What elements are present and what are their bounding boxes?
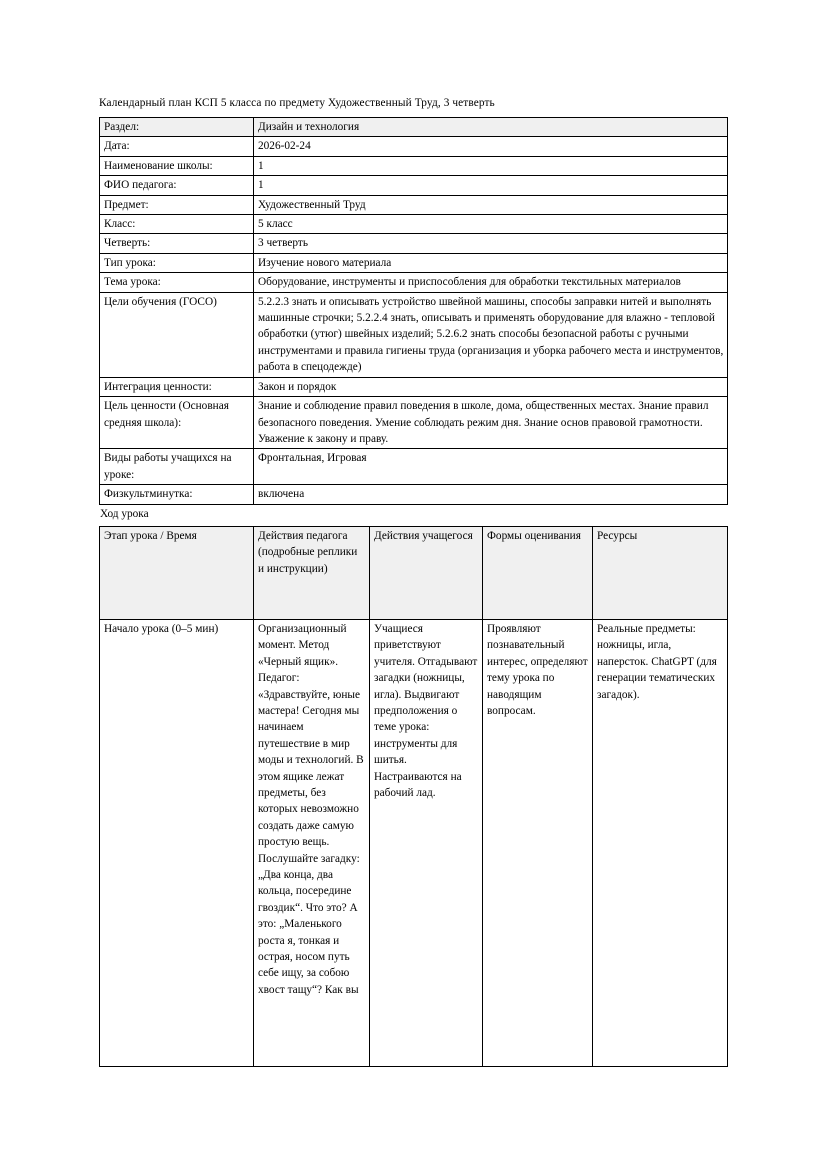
- column-header-resources: Ресурсы: [593, 526, 728, 619]
- info-value-cell: 2026-02-24: [254, 137, 728, 156]
- document-content: [99, 96, 727, 1067]
- cell-assessment: Проявляют познавательный интерес, определяют тему урока по наводящим вопросам.: [483, 619, 593, 1066]
- info-value-cell: 5 класс: [254, 215, 728, 234]
- table-row: [100, 377, 728, 396]
- column-header-student-actions: Действия учащегося: [370, 526, 483, 619]
- table-header-row: [100, 526, 728, 619]
- info-value-cell: 5.2.2.3 знать и описывать устройство швейной машины, способы заправки нитей и выполнять машинные строчки; 5.2.2.4 знать, описывать и применять оборудование для влажно - тепловой обработки (утюг) швейных изделий; 5.2.6.2 знать способы безопасной работы с ручными инструментами и правила гигиены труда (организация и уборка рабочего места и инструментов, работа в спецодежде): [254, 292, 728, 377]
- cell-resources: Реальные предметы: ножницы, игла, наперсток. ChatGPT (для генерации тематических загадок).: [593, 619, 728, 1066]
- info-label-cell: Дата:: [100, 137, 254, 156]
- table-row: [100, 449, 728, 485]
- table-row: [100, 137, 728, 156]
- info-value-cell: включена: [254, 485, 728, 504]
- info-label-cell: Тип урока:: [100, 253, 254, 272]
- table-row: [100, 292, 728, 377]
- info-value-cell: Закон и порядок: [254, 377, 728, 396]
- table-row: [100, 215, 728, 234]
- info-value-cell: Дизайн и технология: [254, 118, 728, 137]
- cell-stage: Начало урока (0–5 мин): [100, 619, 254, 1066]
- info-value-cell: Изучение нового материала: [254, 253, 728, 272]
- info-label-cell: Цели обучения (ГОСО): [100, 292, 254, 377]
- table-row: [100, 118, 728, 137]
- lesson-info-table: [99, 117, 728, 505]
- info-label-cell: Класс:: [100, 215, 254, 234]
- table-row: [100, 176, 728, 195]
- info-label-cell: Наименование школы:: [100, 156, 254, 175]
- page-title: Календарный план КСП 5 класса по предмету Художественный Труд, 3 четверть: [99, 97, 495, 109]
- info-value-cell: Фронтальная, Игровая: [254, 449, 728, 485]
- info-value-cell: Художественный Труд: [254, 195, 728, 214]
- column-header-assessment: Формы оценивания: [483, 526, 593, 619]
- lesson-info-table-body: [100, 118, 728, 505]
- info-value-cell: 1: [254, 156, 728, 175]
- table-row: [100, 485, 728, 504]
- info-label-cell: ФИО педагога:: [100, 176, 254, 195]
- info-value-cell: Знание и соблюдение правил поведения в школе, дома, общественных местах. Знание правил безопасного поведения. Умение соблюдать режим дня. Знание основ правовой грамотности. Уважение к закону и праву.: [254, 397, 728, 449]
- cell-teacher-actions: Организационный момент. Метод «Черный ящик». Педагог: «Здравствуйте, юные мастера! Сегодня мы начинаем путешествие в мир моды и технологий. В этом ящике лежат предметы, без которых невозможно создать даже самую простую вещь. Послушайте загадку: „Два конца, два кольца, посередине гвоздик“. Что это? А это: „Маленького роста я, тонкая и острая, носом путь себе ищу, за собою хвост тащу“? Как вы: [254, 619, 370, 1066]
- lesson-flow-table-body: [100, 619, 728, 1066]
- column-header-stage: Этап урока / Время: [100, 526, 254, 619]
- table-row: [100, 253, 728, 272]
- info-label-cell: Раздел:: [100, 118, 254, 137]
- lesson-flow-heading: Ход урока: [100, 507, 149, 520]
- info-label-cell: Интеграция ценности:: [100, 377, 254, 396]
- table-row: [100, 195, 728, 214]
- info-label-cell: Четверть:: [100, 234, 254, 253]
- info-label-cell: Предмет:: [100, 195, 254, 214]
- table-row: [100, 156, 728, 175]
- lesson-flow-table-head: [100, 526, 728, 619]
- info-label-cell: Цель ценности (Основная средняя школа):: [100, 397, 254, 449]
- info-value-cell: Оборудование, инструменты и приспособления для обработки текстильных материалов: [254, 273, 728, 292]
- column-header-teacher-actions: Действия педагога (подробные реплики и инструкции): [254, 526, 370, 619]
- info-label-cell: Физкультминутка:: [100, 485, 254, 504]
- info-label-cell: Тема урока:: [100, 273, 254, 292]
- lesson-flow-table: [99, 526, 728, 1067]
- table-row: [100, 619, 728, 1066]
- table-row: [100, 273, 728, 292]
- table-row: [100, 397, 728, 449]
- info-value-cell: 1: [254, 176, 728, 195]
- cell-student-actions: Учащиеся приветствуют учителя. Отгадывают загадки (ножницы, игла). Выдвигают предположения о теме урока: инструменты для шитья. Настраиваются на рабочий лад.: [370, 619, 483, 1066]
- info-label-cell: Виды работы учащихся на уроке:: [100, 449, 254, 485]
- info-value-cell: 3 четверть: [254, 234, 728, 253]
- table-row: [100, 234, 728, 253]
